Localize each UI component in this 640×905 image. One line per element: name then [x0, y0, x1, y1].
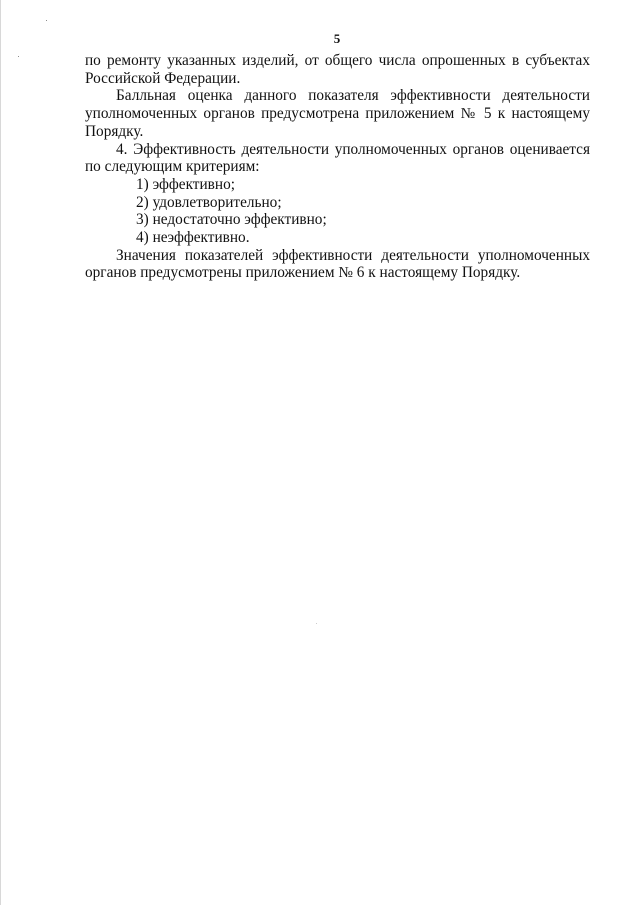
criteria-item-ineffective: 4) неэффективно.: [136, 229, 250, 247]
scan-speck: [18, 56, 19, 57]
criteria-item-insufficient: 3) недостаточно эффективно;: [136, 211, 327, 229]
paragraph-criteria-intro: 4. Эффективность деятельности уполномоченных органов оценивается по следующим критериям:: [85, 140, 590, 176]
criteria-list: [85, 176, 590, 247]
paragraph-score-reference: Балльная оценка данного показателя эффективности деятельности уполномоченных органов предусмотрена приложением № 5 к настоящему Порядку.: [85, 87, 590, 140]
paragraph-indicator-values: Значения показателей эффективности деятельности уполномоченных органов предусмотрены приложением № 6 к настоящему Порядку.: [85, 246, 590, 282]
scan-speck: [46, 20, 47, 21]
criteria-item-effective: 1) эффективно;: [136, 175, 235, 193]
document-body: [85, 52, 590, 282]
page-number: 5: [333, 31, 341, 46]
paragraph-continuation: по ремонту указанных изделий, от общего числа опрошенных в субъектах Российской Федерации.: [85, 52, 590, 87]
scan-speck: [316, 623, 317, 624]
criteria-item-satisfactory: 2) удовлетворительно;: [136, 193, 282, 211]
